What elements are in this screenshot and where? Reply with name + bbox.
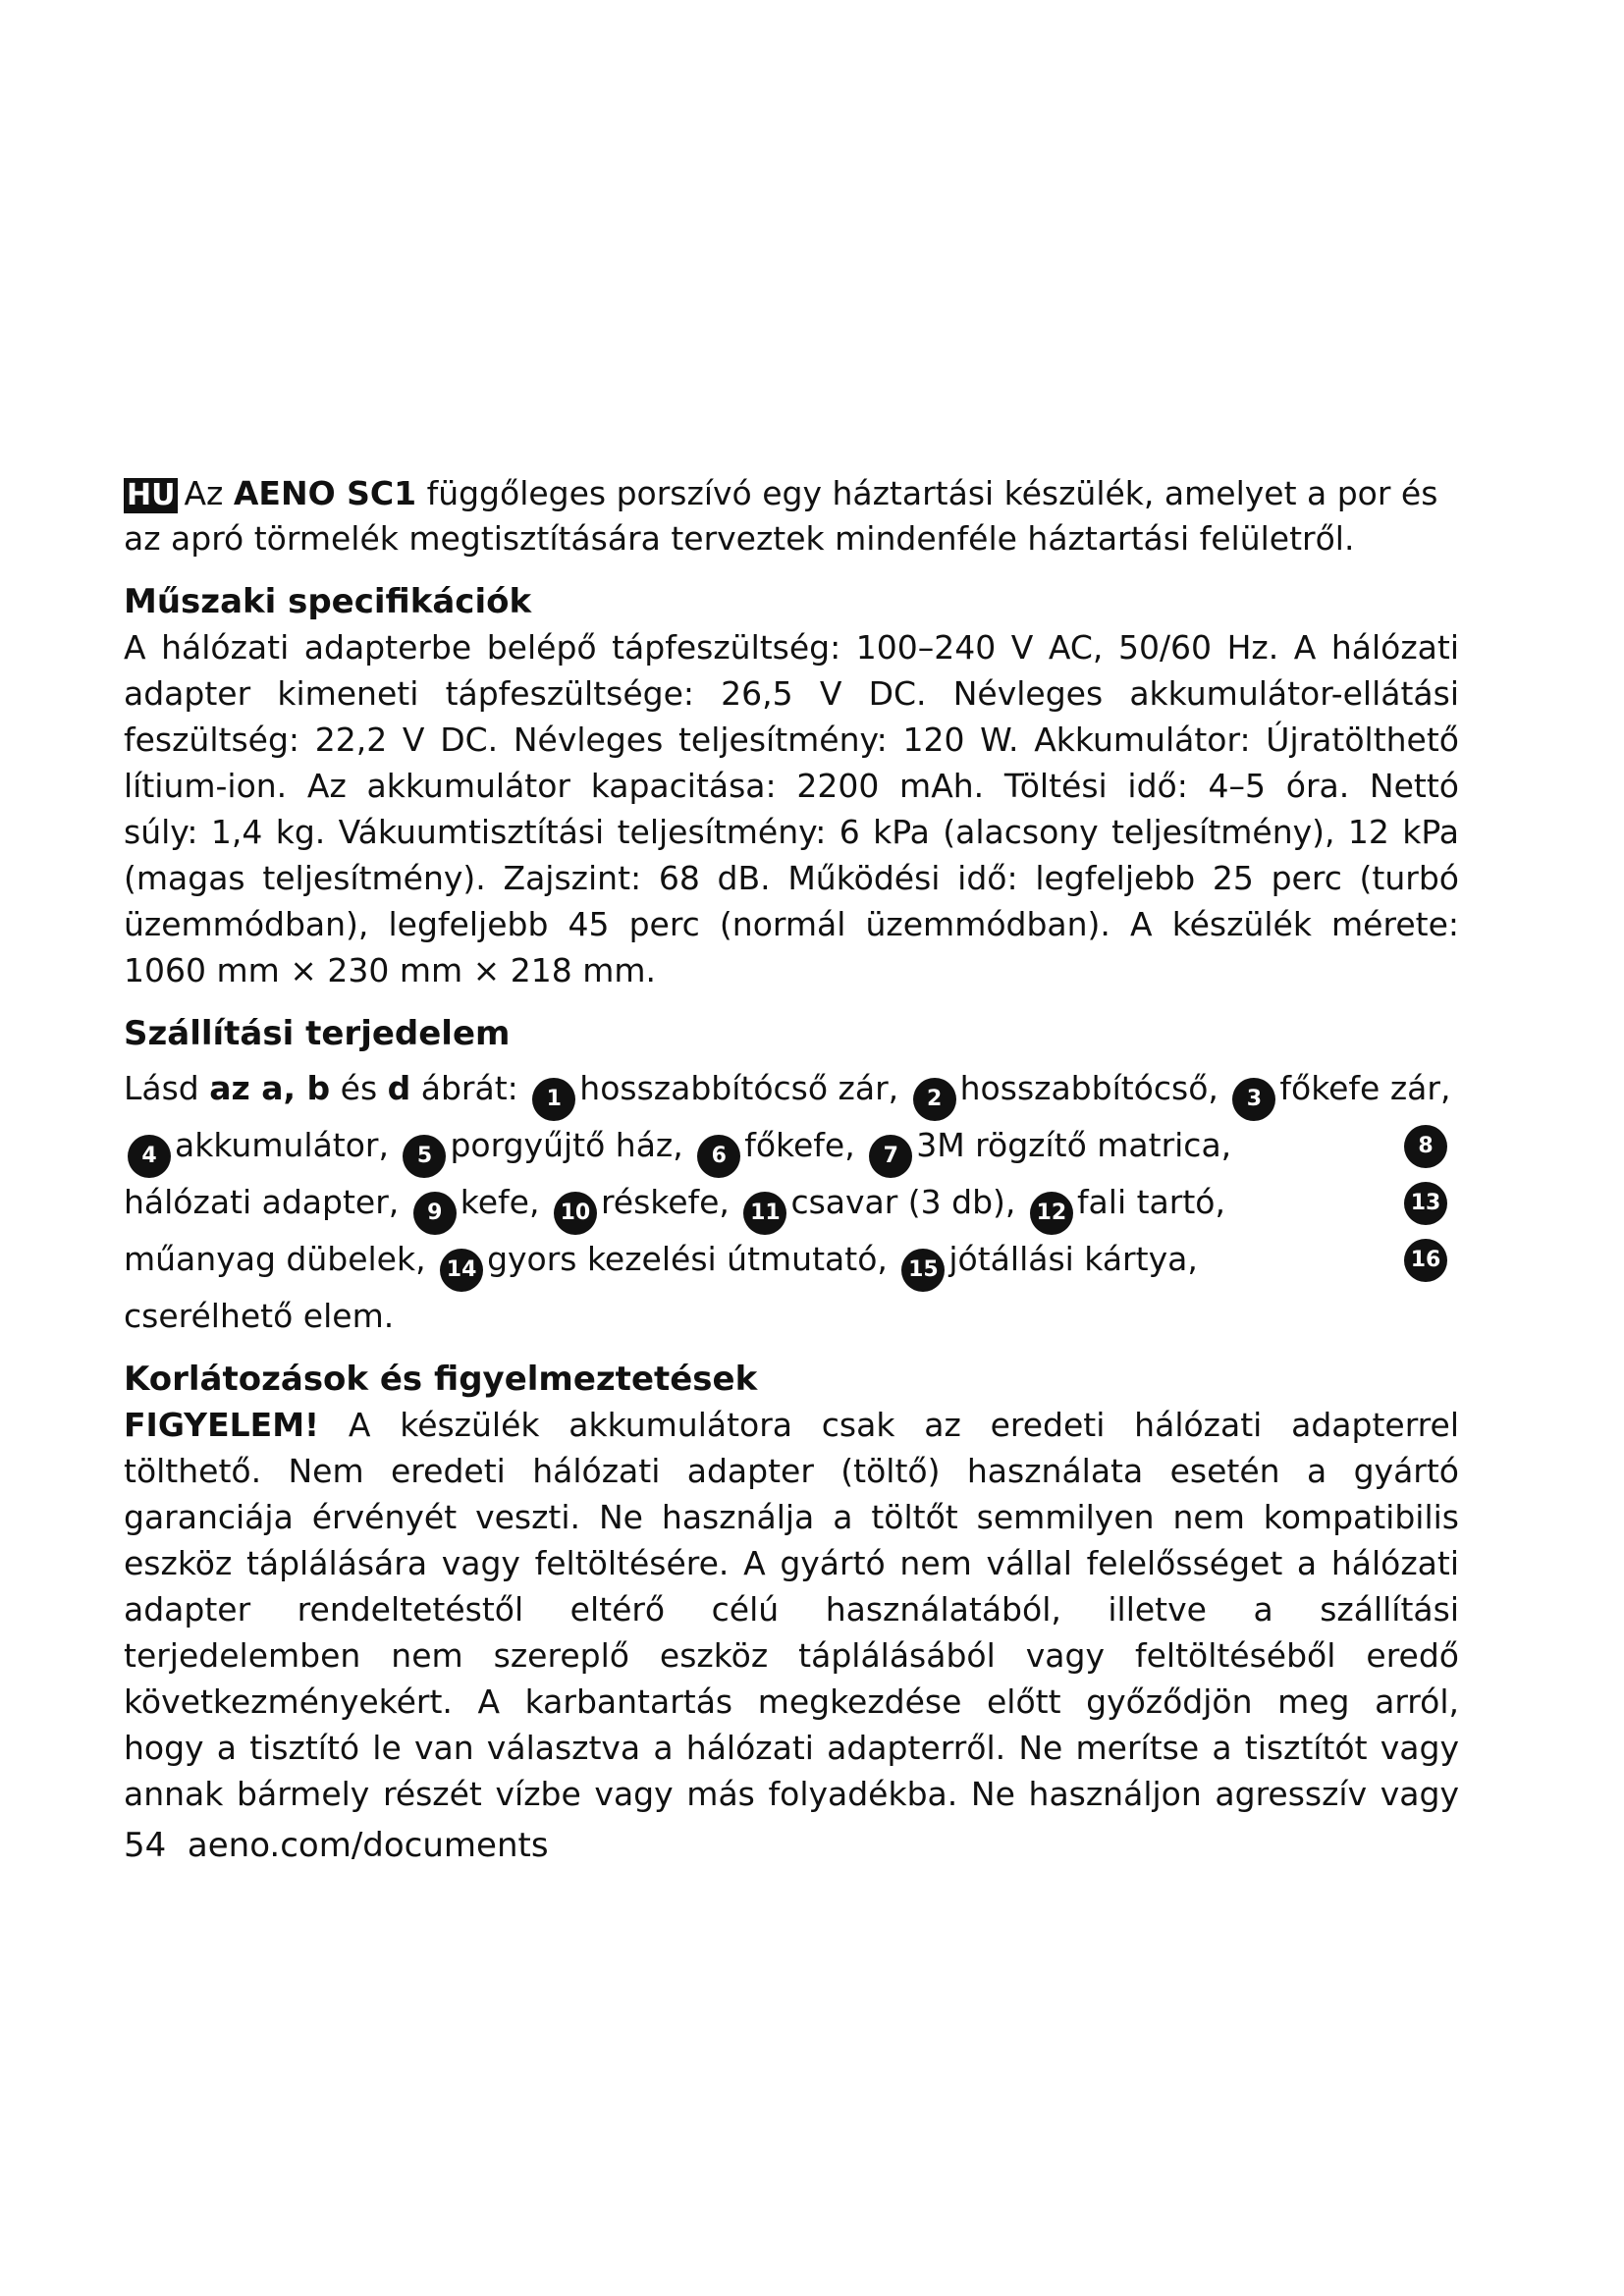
number-badge-5: 5 xyxy=(403,1135,446,1178)
specs-line-8: 1060 mm × 230 mm × 218 mm. xyxy=(124,951,657,989)
item-14: gyors kezelési útmutató, xyxy=(487,1240,888,1278)
number-badge-1: 1 xyxy=(532,1078,575,1121)
intro-pre: Az xyxy=(184,474,224,512)
number-badge-8: 8 xyxy=(1404,1125,1447,1168)
warnings-line-8: hogy a tisztító le van választva a hálózati adapterről. Ne merítse a tisztítót vagy xyxy=(124,1729,1459,1767)
product-name: AENO SC1 xyxy=(233,474,417,512)
delivery-row-3 xyxy=(124,1180,1225,1235)
specs-line-4: lítium-ion. Az akkumulátor kapacitása: 2200 mAh. Töltési idő: 4–5 óra. Nettó xyxy=(124,767,1459,805)
item-11: csavar (3 db), xyxy=(790,1183,1016,1221)
warning-lead: FIGYELEM! xyxy=(124,1406,320,1444)
lasd-text: Lásd xyxy=(124,1069,199,1107)
warnings-line-3: garanciája érvényét veszti. Ne használja a töltőt semmilyen nem kompatibilis xyxy=(124,1498,1459,1536)
number-badge-13: 13 xyxy=(1404,1182,1447,1225)
number-badge-10: 10 xyxy=(554,1192,597,1235)
warnings-line-1-text: A készülék akkumulátora csak az eredeti hálózati adapterrel xyxy=(348,1406,1459,1444)
number-badge-7: 7 xyxy=(869,1135,912,1178)
warnings-line-4: eszköz táplálására vagy feltöltésére. A gyártó nem vállal felelősséget a hálózati xyxy=(124,1544,1459,1582)
item-1: hosszabbítócső zár, xyxy=(579,1069,899,1107)
abrat-text: ábrát: xyxy=(420,1069,518,1107)
figure-ab: az a, b xyxy=(209,1069,331,1107)
number-badge-16: 16 xyxy=(1404,1239,1447,1282)
specs-heading: Műszaki specifikációk xyxy=(124,582,532,621)
delivery-list xyxy=(124,1064,1459,1292)
page-content xyxy=(124,471,1459,1817)
item-2: hosszabbítócső, xyxy=(959,1069,1218,1107)
item-5: porgyűjtő ház, xyxy=(450,1126,683,1164)
number-badge-6: 6 xyxy=(697,1135,740,1178)
item-3: főkefe zár, xyxy=(1279,1069,1451,1107)
specs-line-5: súly: 1,4 kg. Vákuumtisztítási teljesítmény: 6 kPa (alacsony teljesítmény), 12 kPa xyxy=(124,813,1459,851)
specs-line-1: A hálózati adapterbe belépő tápfeszültség: 100–240 V AC, 50/60 Hz. A hálózati xyxy=(124,628,1459,667)
number-badge-4: 4 xyxy=(128,1135,171,1178)
number-badge-15: 15 xyxy=(901,1249,945,1292)
item-7: 3M rögzítő matrica, xyxy=(916,1126,1232,1164)
page-number: 54 xyxy=(124,1826,167,1865)
es-text: és xyxy=(340,1069,378,1107)
delivery-row-4 xyxy=(124,1237,1198,1292)
item-13: műanyag dübelek, xyxy=(124,1240,426,1278)
specs-line-3: feszültség: 22,2 V DC. Névleges teljesítmény: 120 W. Akkumulátor: Újratölthető xyxy=(124,721,1459,759)
item-12: fali tartó, xyxy=(1076,1183,1225,1221)
item-10: réskefe, xyxy=(600,1183,730,1221)
warnings-heading: Korlátozások és figyelmeztetések xyxy=(124,1360,758,1399)
item-6: főkefe, xyxy=(744,1126,855,1164)
intro-line-2: az apró törmelék megtisztítására terveztek mindenféle háztartási felületről. xyxy=(124,519,1355,558)
figure-d: d xyxy=(387,1069,411,1107)
number-badge-9: 9 xyxy=(413,1192,457,1235)
number-badge-2: 2 xyxy=(913,1078,956,1121)
specs-line-7: üzemmódban), legfeljebb 45 perc (normál üzemmódban). A készülék mérete: xyxy=(124,905,1459,943)
delivery-last-line: cserélhető elem. xyxy=(124,1297,395,1335)
language-label: HU xyxy=(124,478,178,513)
item-8: hálózati adapter, xyxy=(124,1183,400,1221)
footer-url[interactable]: aeno.com/documents xyxy=(187,1826,549,1865)
warnings-line-2: tölthető. Nem eredeti hálózati adapter (töltő) használata esetén a gyártó xyxy=(124,1452,1459,1490)
warnings-line-1 xyxy=(124,1402,1459,1448)
intro-line-1 xyxy=(124,471,1459,516)
delivery-row-1 xyxy=(124,1066,1450,1121)
number-badge-14: 14 xyxy=(440,1249,483,1292)
item-15: jótállási kártya, xyxy=(948,1240,1198,1278)
number-badge-12: 12 xyxy=(1030,1192,1073,1235)
item-9: kefe, xyxy=(460,1183,540,1221)
specs-line-6: (magas teljesítmény). Zajszint: 68 dB. Működési idő: legfeljebb 25 perc (turbó xyxy=(124,859,1459,897)
warnings-line-5: adapter rendeltetéstől eltérő célú használatából, illetve a szállítási xyxy=(124,1590,1459,1629)
delivery-heading: Szállítási terjedelem xyxy=(124,1014,511,1053)
item-4: akkumulátor, xyxy=(175,1126,389,1164)
warnings-line-7: következményekért. A karbantartás megkezdése előtt győződjön meg arról, xyxy=(124,1682,1459,1721)
intro-rest-1: függőleges porszívó egy háztartási készülék, amelyet a por és xyxy=(426,474,1438,512)
delivery-row-2 xyxy=(124,1123,1231,1178)
number-badge-11: 11 xyxy=(743,1192,786,1235)
page-footer xyxy=(124,1826,549,1865)
warnings-line-9: annak bármely részét vízbe vagy más folyadékba. Ne használjon agresszív vagy xyxy=(124,1775,1459,1813)
number-badge-3: 3 xyxy=(1232,1078,1275,1121)
specs-line-2: adapter kimeneti tápfeszültsége: 26,5 V DC. Névleges akkumulátor-ellátási xyxy=(124,674,1459,713)
warnings-line-6: terjedelemben nem szereplő eszköz táplálásából vagy feltöltéséből eredő xyxy=(124,1636,1459,1675)
